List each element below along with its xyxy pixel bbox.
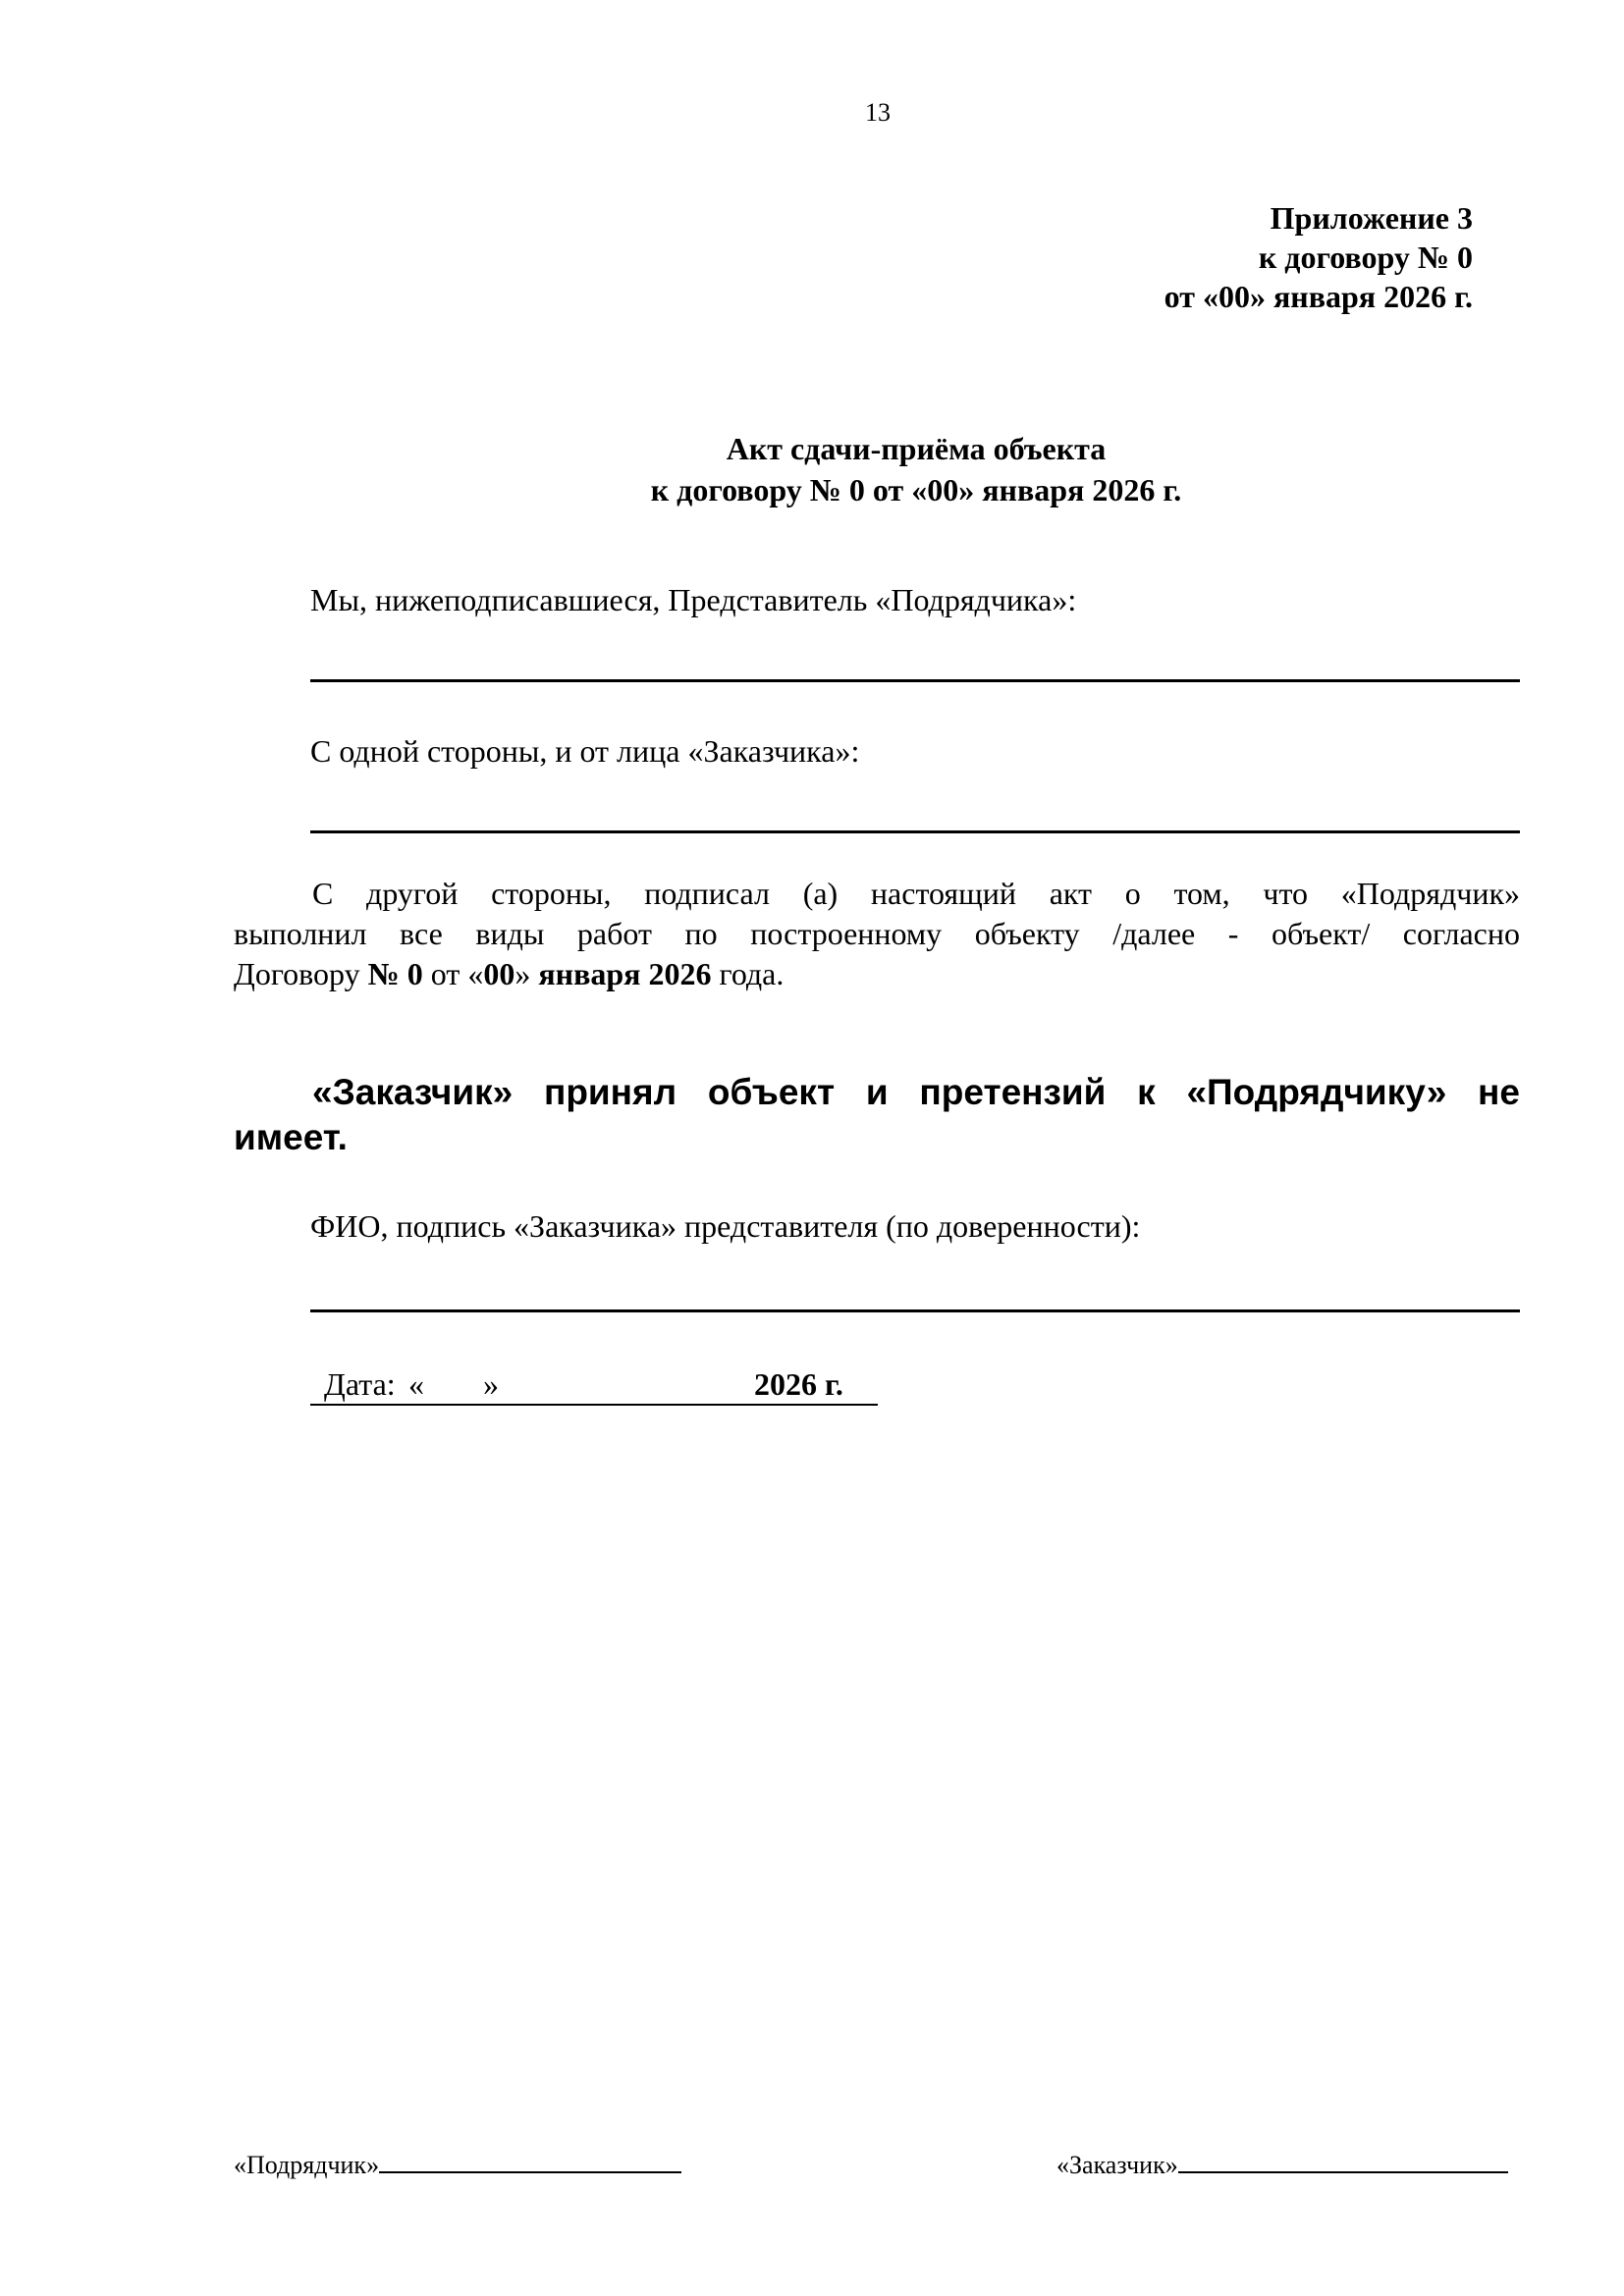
acceptance-statement-line2: имеет. [234, 1117, 348, 1157]
customer-name-line [310, 830, 1520, 833]
contractor-intro: Мы, нижеподписавшиеся, Представитель «Подрядчика»: [310, 582, 1077, 617]
customer-intro: С одной стороны, и от лица «Заказчика»: [310, 733, 860, 769]
annex-contract-ref: к договору № 0 [1258, 240, 1473, 275]
contractor-signature [234, 2146, 681, 2182]
date-field [310, 1364, 878, 1406]
annex-header [1164, 198, 1473, 316]
acceptance-statement [234, 1070, 1520, 1160]
customer-signature-blank [1178, 2146, 1508, 2173]
act-body-text: от « [422, 956, 484, 991]
customer-signature [1056, 2146, 1508, 2182]
customer-signature-label: «Заказчик» [1056, 2151, 1178, 2179]
act-body-text: года. [711, 956, 785, 991]
act-body-text: » [514, 956, 539, 991]
contractor-signature-label: «Подрядчик» [234, 2151, 380, 2179]
contract-day: 00 [483, 956, 515, 991]
act-body-line2: выполнил все виды работ по построенному объекту /далее - объект/ согласно [234, 916, 1520, 951]
act-body-line3 [234, 954, 1520, 994]
annex-title: Приложение 3 [1270, 200, 1473, 236]
annex-contract-date: от «00» января 2026 г. [1164, 279, 1473, 314]
act-body-line1: С другой стороны, подписал (а) настоящий акт о том, что «Подрядчик» [312, 876, 1520, 911]
document-title-line2: к договору № 0 от «00» января 2026 г. [650, 472, 1182, 507]
act-body-text: Договору [234, 956, 368, 991]
contractor-signature-blank [379, 2146, 681, 2173]
acceptance-statement-line1: «Заказчик» принял объект и претензий к «Подрядчику» не [312, 1072, 1520, 1112]
date-close-quote: » [483, 1366, 499, 1402]
date-year: 2026 г. [754, 1366, 843, 1402]
date-label: Дата: [324, 1366, 396, 1402]
page-number: 13 [865, 98, 891, 127]
document-title-line1: Акт сдачи-приёма объекта [726, 431, 1107, 466]
document-title [0, 428, 1624, 510]
contractor-name-line [310, 679, 1520, 682]
signature-intro: ФИО, подпись «Заказчика» представителя (по доверенности): [310, 1208, 1141, 1244]
signature-line [310, 1309, 1520, 1312]
contract-number: № 0 [367, 956, 423, 991]
act-body [234, 874, 1520, 994]
contract-date: января 2026 [538, 956, 712, 991]
date-open-quote: « [408, 1366, 424, 1402]
